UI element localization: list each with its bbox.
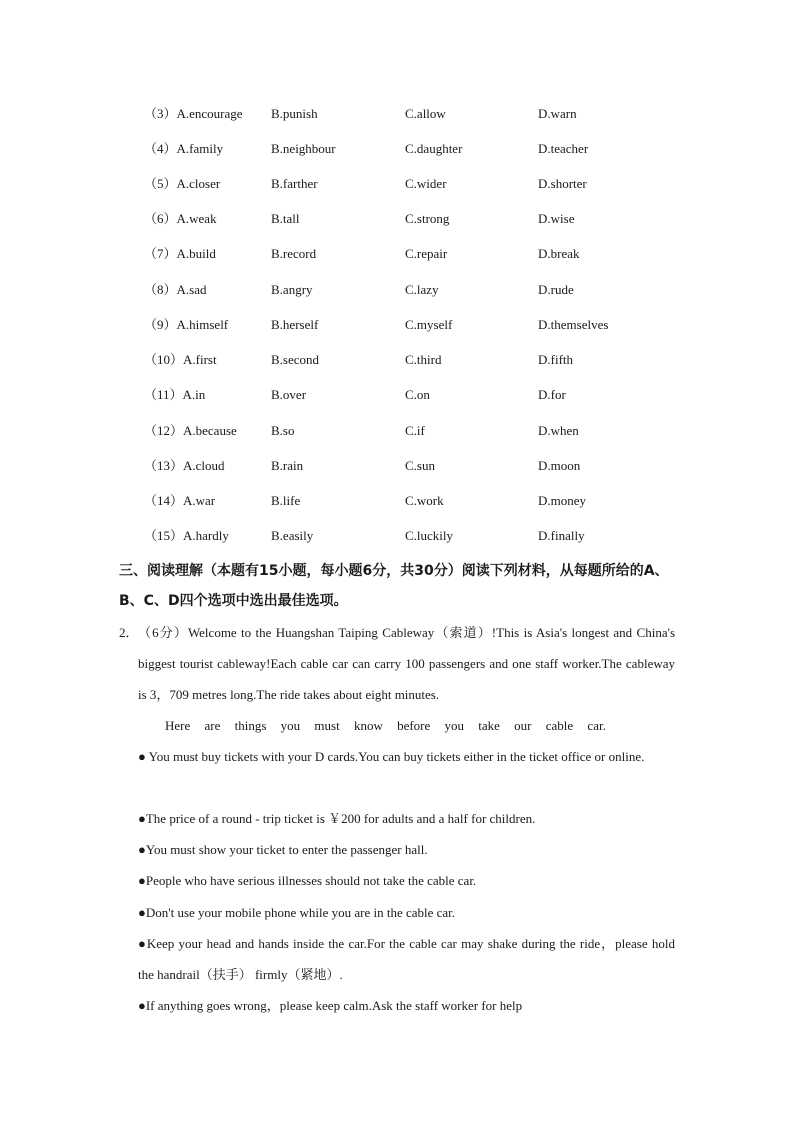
option-row	[0, 455, 794, 477]
option-row	[0, 384, 794, 406]
option-row	[0, 243, 794, 265]
option-row	[0, 525, 794, 547]
option-b: B.second	[271, 352, 320, 367]
option-a: （13）A.cloud	[144, 458, 225, 473]
option-a: （4）A.family	[144, 141, 224, 156]
option-b: B.over	[271, 387, 307, 402]
option-d: D.finally	[538, 528, 585, 543]
option-d: D.warn	[538, 106, 577, 121]
option-d: D.shorter	[538, 176, 587, 191]
option-b: B.life	[271, 493, 301, 508]
option-a: （6）A.weak	[144, 211, 217, 226]
option-a: （11）A.in	[144, 387, 206, 402]
option-a: （5）A.closer	[144, 176, 221, 191]
rule-item: ●You must show your ticket to enter the passenger hall.	[138, 842, 428, 857]
option-c: C.wider	[405, 176, 447, 191]
option-row	[0, 349, 794, 371]
option-row	[0, 138, 794, 160]
option-row	[0, 420, 794, 442]
option-b: B.tall	[271, 211, 300, 226]
option-a: （12）A.because	[144, 423, 237, 438]
option-row	[0, 279, 794, 301]
option-c: C.lazy	[405, 282, 439, 297]
option-b: B.farther	[271, 176, 318, 191]
option-c: C.third	[405, 352, 442, 367]
option-b: B.punish	[271, 106, 318, 121]
option-a: （14）A.war	[144, 493, 216, 508]
option-c: C.allow	[405, 106, 446, 121]
option-d: D.wise	[538, 211, 575, 226]
option-c: C.daughter	[405, 141, 463, 156]
option-d: D.themselves	[538, 317, 609, 332]
option-a: （15）A.hardly	[144, 528, 229, 543]
option-d: D.break	[538, 246, 580, 261]
option-c: C.if	[405, 423, 425, 438]
option-c: C.work	[405, 493, 444, 508]
option-b: B.so	[271, 423, 295, 438]
option-b: B.herself	[271, 317, 319, 332]
option-c: C.strong	[405, 211, 450, 226]
option-c: C.repair	[405, 246, 448, 261]
option-c: C.myself	[405, 317, 453, 332]
option-row	[0, 314, 794, 336]
rule-item: ●People who have serious illnesses should not take the cable car.	[138, 873, 477, 888]
option-d: D.money	[538, 493, 587, 508]
section-heading: 三、阅读理解（本题有15小题，每小题6分，共30分）阅读下列材料，从每题所给的A、B、C、D四个选项中选出最佳选项。	[119, 563, 669, 609]
option-d: D.moon	[538, 458, 581, 473]
option-a: （8）A.sad	[144, 282, 207, 297]
question-number: 2．	[119, 625, 139, 640]
question-intro: （6分）Welcome to the Huangshan Taiping Cableway（索道）!This is Asia's longest and China's biggest tourist cableway!Each cable car can carry 100 passengers and one staff worker.The cableway is 3，709 metres long.The ride takes about eight minutes.	[138, 625, 675, 702]
option-b: B.angry	[271, 282, 313, 297]
option-d: D.for	[538, 387, 566, 402]
rule-item: ●Don't use your mobile phone while you are in the cable car.	[138, 905, 456, 920]
option-c: C.sun	[405, 458, 435, 473]
option-row	[0, 173, 794, 195]
option-row	[0, 103, 794, 125]
option-d: D.rude	[538, 282, 574, 297]
option-c: C.on	[405, 387, 430, 402]
rule-item: ●Keep your head and hands inside the car.For the cable car may shake during the ride，please hold the handrail（扶手） firmly（紧地）.	[138, 936, 675, 982]
option-b: B.record	[271, 246, 317, 261]
rules-subheading: Here are things you must know before you take our cable car.	[165, 718, 606, 733]
option-b: B.rain	[271, 458, 304, 473]
rule-item: ● You must buy tickets with your D cards.You can buy tickets either in the ticket office or online.	[138, 749, 645, 764]
option-d: D.when	[538, 423, 579, 438]
option-row	[0, 208, 794, 230]
option-a: （3）A.encourage	[144, 106, 243, 121]
option-d: D.teacher	[538, 141, 589, 156]
option-d: D.fifth	[538, 352, 574, 367]
option-c: C.luckily	[405, 528, 454, 543]
option-a: （9）A.himself	[144, 317, 229, 332]
option-row	[0, 490, 794, 512]
option-a: （7）A.build	[144, 246, 216, 261]
rule-item: ●If anything goes wrong，please keep calm.Ask the staff worker for help	[138, 998, 523, 1013]
rule-item: ●The price of a round - trip ticket is ￥200 for adults and a half for children.	[138, 811, 536, 826]
option-b: B.easily	[271, 528, 314, 543]
option-a: （10）A.first	[144, 352, 217, 367]
option-b: B.neighbour	[271, 141, 336, 156]
